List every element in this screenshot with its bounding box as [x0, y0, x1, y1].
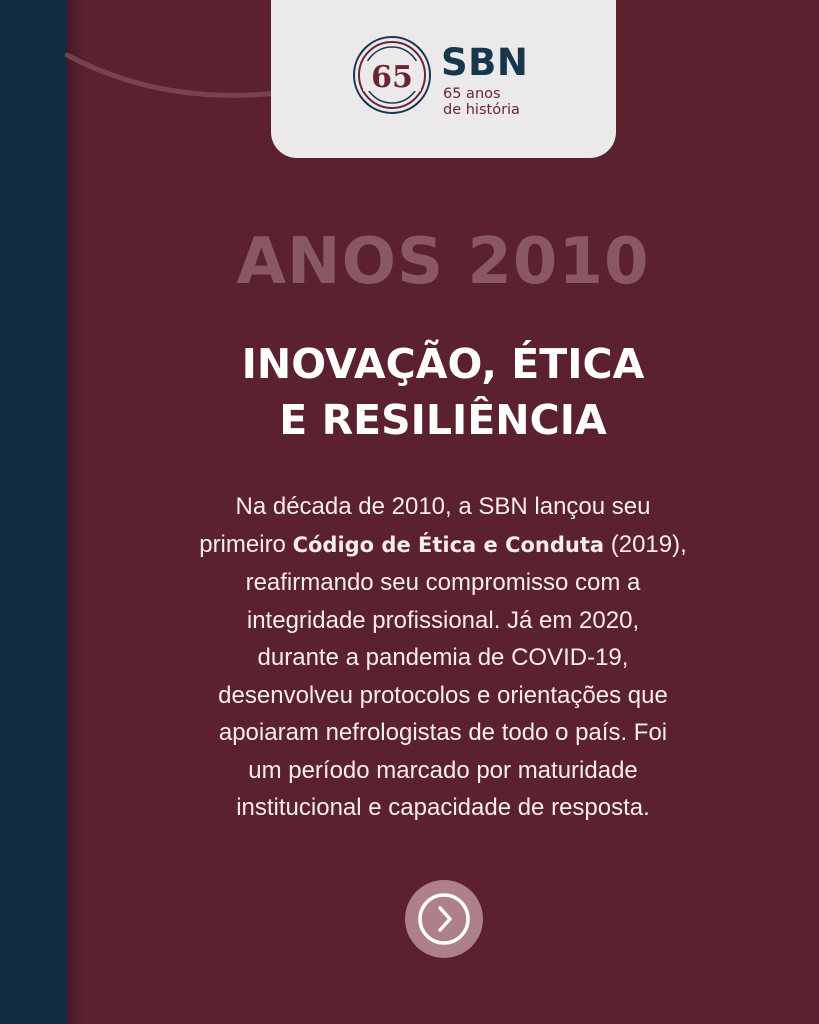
title-line1: INOVAÇÃO, ÉTICA — [241, 340, 645, 388]
body-line8: um período marcado por maturidade — [248, 756, 638, 784]
decade-heading: ANOS 2010 — [236, 225, 650, 299]
body-line9: institucional e capacidade de resposta. — [236, 794, 650, 821]
logo-subtitle-line1: 65 anos — [443, 86, 501, 102]
body-line6: desenvolveu protocolos e orientações que — [218, 681, 668, 709]
sbn-65-logo-mark — [351, 34, 433, 116]
body-line2-before: primeiro — [199, 530, 293, 558]
logo-brand: SBN — [441, 41, 529, 84]
logo-subtitle-line2: de história — [443, 102, 520, 118]
body-paragraph — [67, 488, 819, 827]
body-line4: integridade profissional. Já em 2020, — [246, 606, 640, 634]
body-line7: apoiaram nefrologistas de todo o país. Foi — [218, 719, 668, 746]
body-line5: durante a pandemia de COVID-19, — [257, 644, 629, 671]
next-button[interactable] — [405, 880, 483, 958]
logo-card — [271, 0, 616, 158]
page-title — [67, 336, 819, 448]
title-line2: E RESILIÊNCIA — [279, 396, 607, 444]
body-line2-after: (2019), — [604, 530, 687, 558]
body-line2-bold: Código de Ética e Conduta — [292, 532, 605, 557]
logo-subtitle — [443, 86, 520, 118]
left-accent-strip — [0, 0, 67, 1024]
body-line3: reafirmando seu compromisso com a — [245, 569, 641, 596]
body-line2 — [67, 526, 819, 565]
chevron-right-icon — [416, 891, 472, 947]
body-line1: Na década de 2010, a SBN lançou seu — [235, 493, 651, 520]
logo-number: 65 — [371, 60, 413, 95]
